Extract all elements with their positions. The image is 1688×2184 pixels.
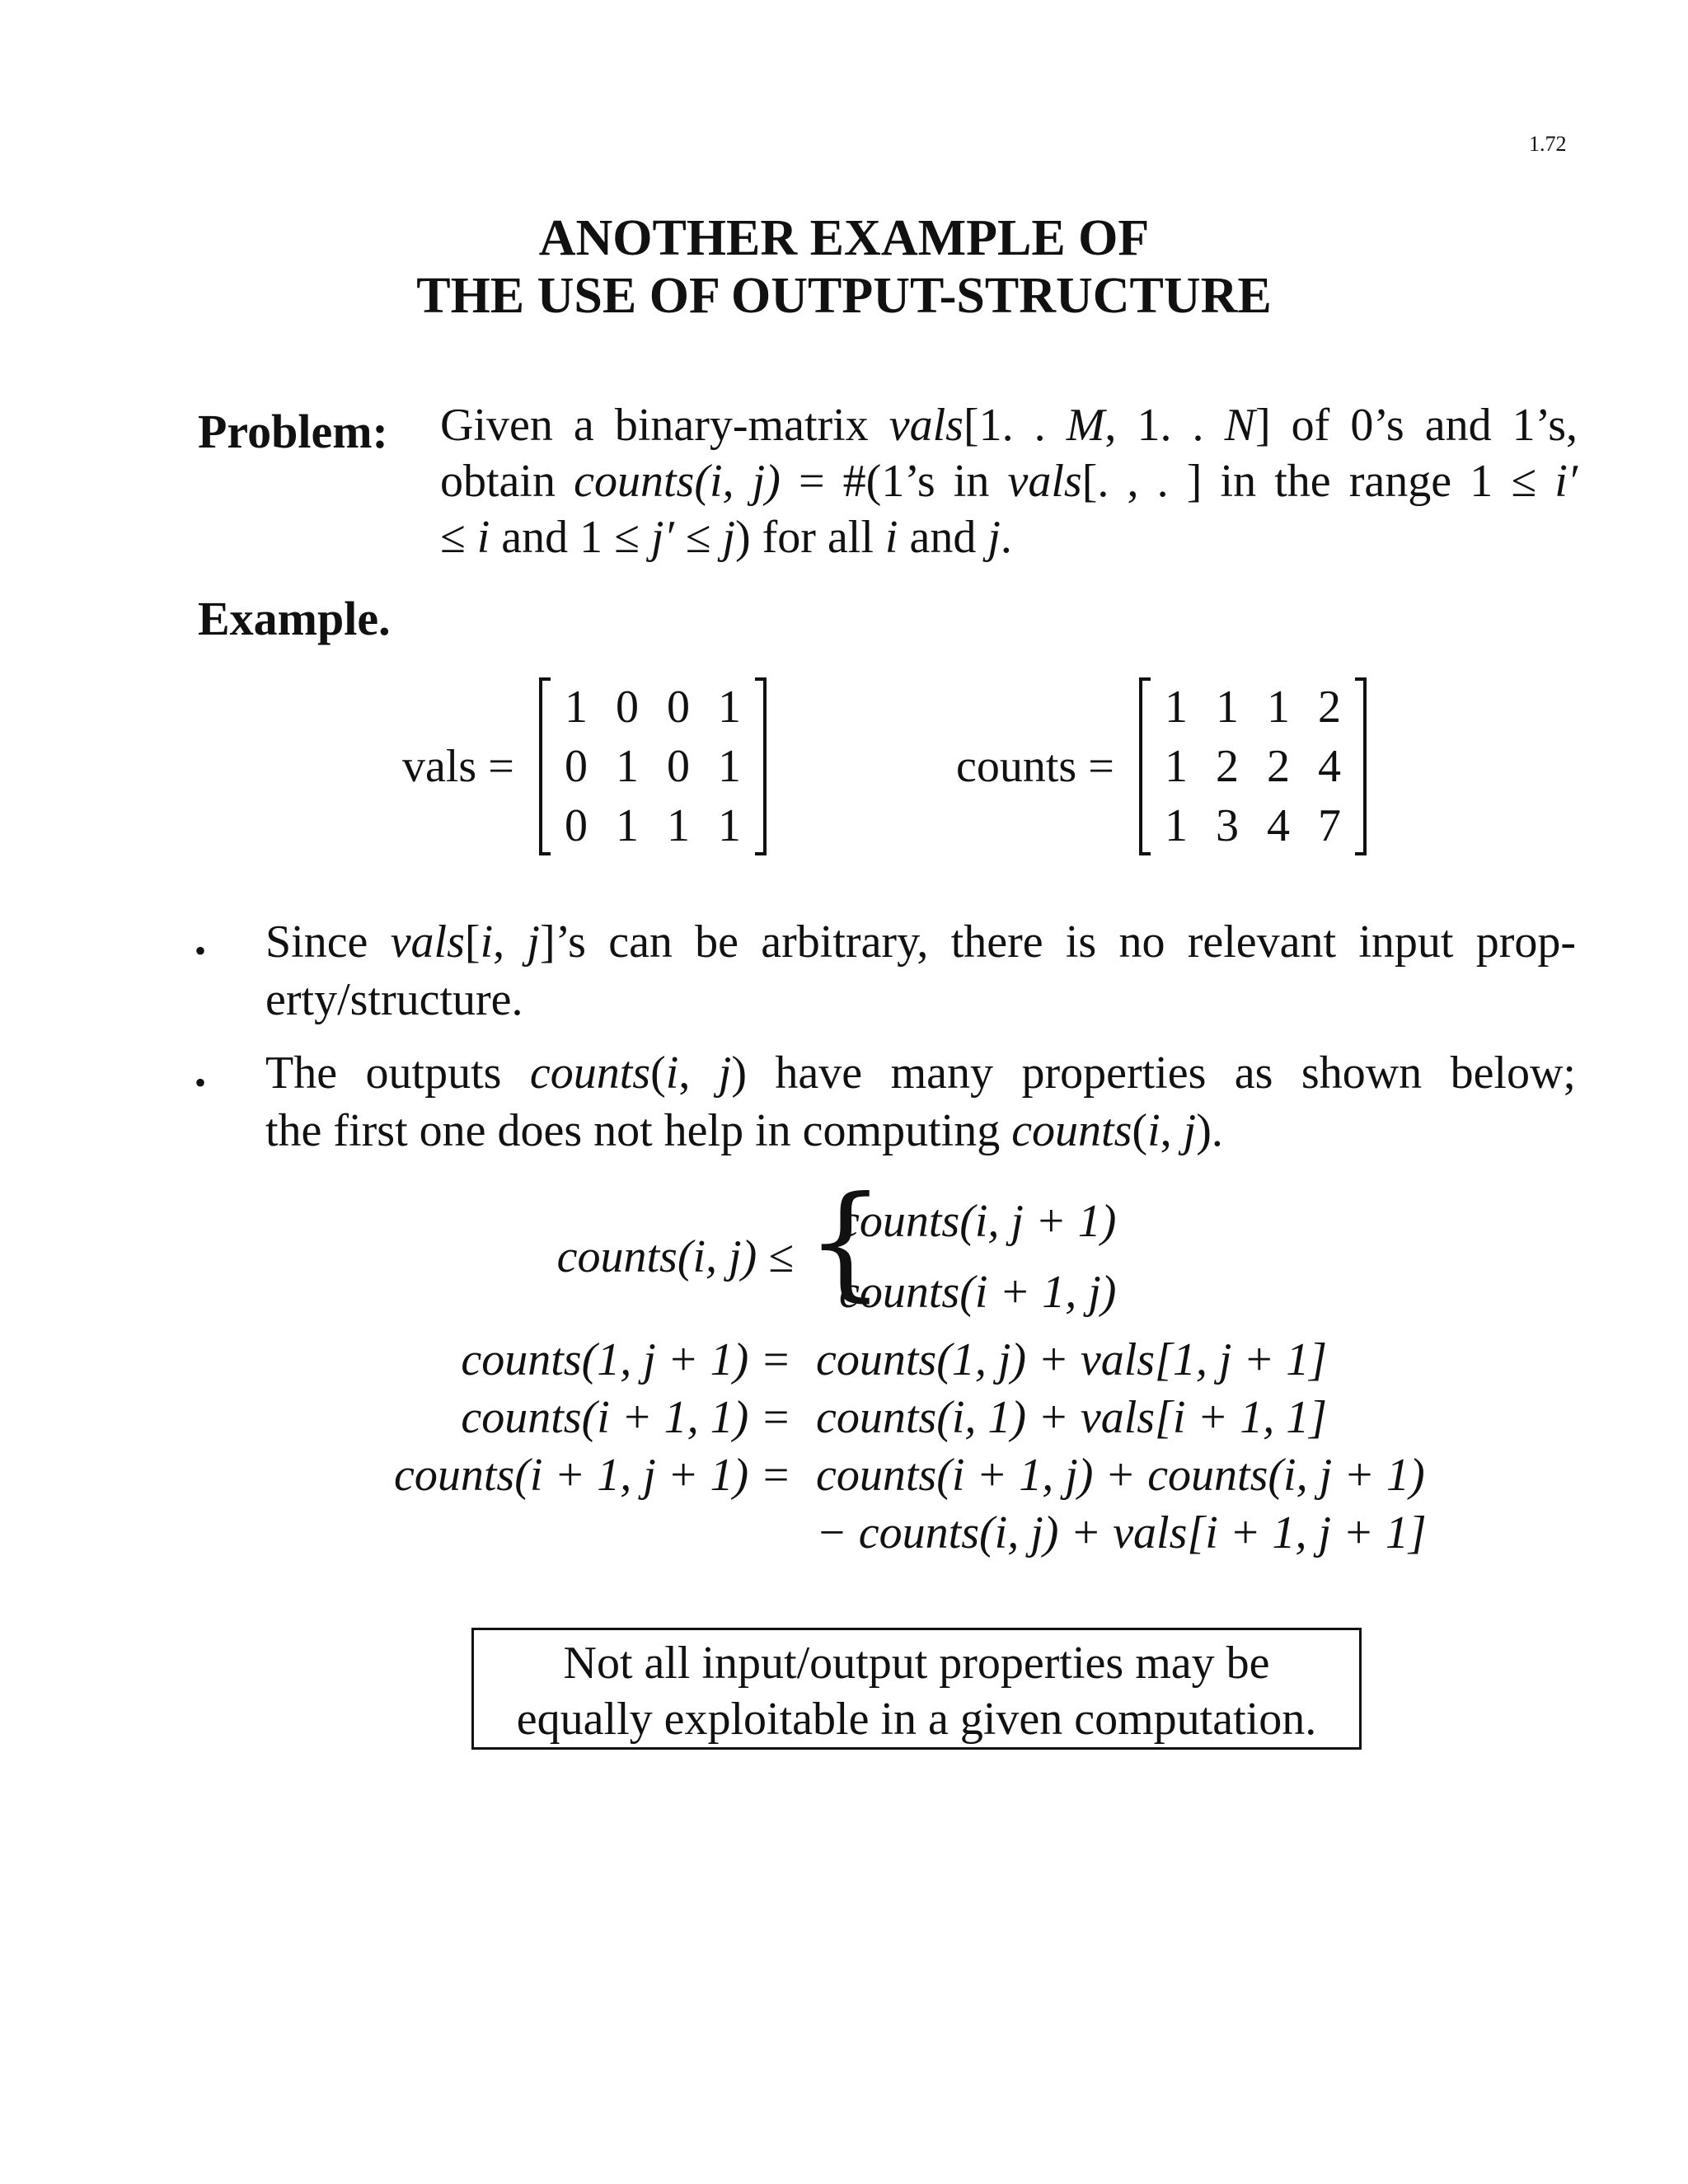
- vals-matrix: [551, 677, 755, 855]
- left-bracket: [1139, 677, 1151, 855]
- matrix-cell: 1: [1165, 800, 1188, 851]
- matrix-cell: 1: [1165, 682, 1188, 733]
- eq3-rhs: counts(i + 1, j) + counts(i, j + 1): [816, 1450, 1425, 1501]
- matrix-cell: 1: [1216, 682, 1239, 733]
- page-title-line2: THE USE OF OUTPUT-STRUCTURE: [416, 268, 1272, 324]
- matrix-cell: 4: [1318, 741, 1341, 792]
- matrix-cell: 1: [667, 800, 690, 851]
- eq1-rhs: counts(1, j) + vals[1, j + 1]: [816, 1334, 1327, 1385]
- vals-label: vals =: [402, 741, 514, 792]
- eq3-lhs: counts(i + 1, j + 1) =: [394, 1450, 791, 1501]
- left-bracket: [539, 677, 551, 855]
- bullet-2-marker: •: [195, 1064, 207, 1101]
- matrix-cell: 7: [1318, 800, 1341, 851]
- eq1-lhs: counts(1, j + 1) =: [461, 1334, 791, 1385]
- inequality-rhs-2: counts(i + 1, j): [839, 1267, 1117, 1318]
- matrix-cell: 1: [565, 682, 588, 733]
- problem-line1: Given a binary-matrix vals[1. . M, 1. . N] of 0’s and 1’s,: [440, 400, 1578, 451]
- matrix-cell: 1: [616, 800, 639, 851]
- note-line1: Not all input/output properties may be: [563, 1638, 1270, 1689]
- counts-matrix: [1151, 677, 1355, 855]
- right-bracket: [1355, 677, 1367, 855]
- bullet-2-text: The outputs counts(i, j) have many properties as shown below; the first one does not help in computing counts(i, j).: [265, 1047, 1576, 1156]
- eq3-rhs-continued: − counts(i, j) + vals[i + 1, j + 1]: [816, 1507, 1427, 1558]
- problem-text: [440, 397, 1578, 565]
- matrix-cell: 3: [1216, 800, 1239, 851]
- inequality-rhs-1: counts(i, j + 1): [839, 1196, 1117, 1247]
- problem-label: Problem:: [198, 405, 388, 458]
- eq2-lhs: counts(i + 1, 1) =: [461, 1392, 791, 1443]
- matrix-cell: 1: [718, 800, 741, 851]
- matrix-cell: 2: [1216, 741, 1239, 792]
- matrix-cell: 4: [1267, 800, 1290, 851]
- inequality-lhs: counts(i, j) ≤: [556, 1231, 794, 1282]
- example-label: Example.: [198, 592, 391, 645]
- bullet-1-text: Since vals[i, j]’s can be arbitrary, there is no relevant input prop- erty/structure.: [265, 916, 1577, 1025]
- note-box: [471, 1628, 1362, 1750]
- eq2-rhs: counts(i, 1) + vals[i + 1, 1]: [816, 1392, 1327, 1443]
- matrix-cell: 1: [616, 741, 639, 792]
- matrix-cell: 0: [616, 682, 639, 733]
- bullet-1-marker: •: [195, 932, 207, 969]
- counts-label: counts =: [956, 741, 1114, 792]
- curly-brace: {: [806, 1170, 885, 1314]
- matrix-cell: 0: [565, 741, 588, 792]
- matrix-cell: 2: [1267, 741, 1290, 792]
- right-bracket: [755, 677, 767, 855]
- matrix-cell: 1: [1165, 741, 1188, 792]
- matrix-cell: 1: [1267, 682, 1290, 733]
- problem-line2: obtain counts(i, j) = #(1’s in vals[. , . ] in the range 1 ≤ i′: [440, 456, 1578, 507]
- matrix-cell: 1: [718, 682, 741, 733]
- note-line2: equally exploitable in a given computation.: [516, 1694, 1317, 1745]
- page-number: 1.72: [1529, 132, 1567, 156]
- matrix-cell: 1: [718, 741, 741, 792]
- matrix-cell: 0: [667, 741, 690, 792]
- matrix-cell: 0: [565, 800, 588, 851]
- matrix-cell: 0: [667, 682, 690, 733]
- page-title-line1: ANOTHER EXAMPLE OF: [538, 210, 1150, 266]
- matrix-cell: 2: [1318, 682, 1341, 733]
- problem-line3: ≤ i and 1 ≤ j′ ≤ j) for all i and j.: [440, 512, 1012, 563]
